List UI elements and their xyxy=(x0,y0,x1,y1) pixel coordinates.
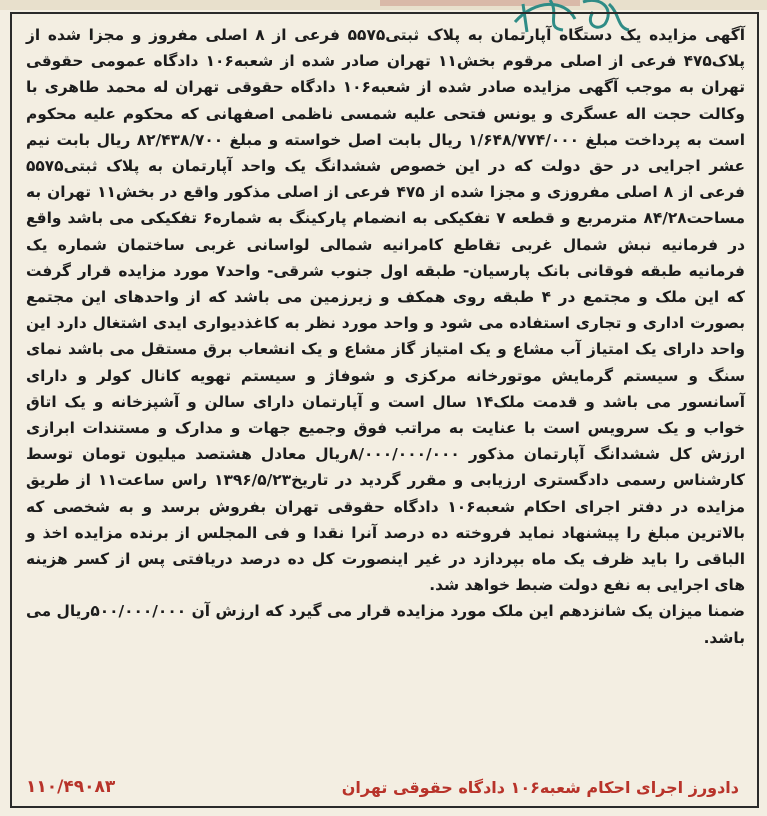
top-clipped-strip xyxy=(0,0,767,10)
notice-code: ۱۱۰/۴۹۰۸۳ xyxy=(26,777,116,797)
notice-footer xyxy=(26,774,739,800)
issuer-signature: دادورز اجرای احکام شعبه۱۰۶ دادگاه حقوقی تهران xyxy=(341,777,739,797)
clipped-header-band xyxy=(380,0,580,6)
notice-body: آگهی مزایده یک دستگاه آپارتمان به پلاک ثبتی۵۵۷۵ فرعی از ۸ اصلی مفروز و مجزا شده از پلاک۴۷۵ فرعی از اصلی مرقوم بخش۱۱ تهران صادر شده از شعبه۱۰۶ دادگاه عمومی حقوقی تهران به موجب آگهی مزایده صادر شده از شعبه۱۰۶ دادگاه حقوقی تهران له محمد طاهری با وکالت حجت اله عسگری و یونس فتحی علیه شمسی ناظمی اصفهانی که محکوم علیه محکوم است به پرداخت مبلغ ۱/۶۴۸/۷۷۴/۰۰۰ ریال بابت اصل خواسته و مبلغ ۸۲/۴۳۸/۷۰۰ ریال بابت نیم عشر اجرایی در حق دولت که در این خصوص ششدانگ یک واحد آپارتمان به پلاک ثبتی۵۵۷۵ فرعی از ۸ اصلی مفروزی و مجزا شده از ۴۷۵ فرعی از اصلی مذکور واقع در بخش۱۱ تهران به مساحت۸۴/۲۸ مترمربع و قطعه ۷ تفکیکی به انضمام پارکینگ به شماره۶ تفکیکی می باشد واقع در فرمانیه نبش شمال غربی تقاطع کامرانیه شمالی لواسانی غربی ساختمان شماره یک فرمانیه طبقه فوقانی بانک پارسیان- طبقه اول جنوب شرقی- واحد۷ مورد مزایده قرار گرفت که این ملک و مجتمع در ۴ طبقه روی همکف و زیرزمین می باشد که از واحدهای این مجتمع بصورت اداری و تجاری استفاده می شود و واحد مورد نظر به کاغذدیواری ایدی اشتغال دارد این واحد دارای یک امتیاز آب مشاع و یک امتیاز گاز مشاع و یک انشعاب برق مستقل می باشد نمای سنگ و سیستم گرمایش موتورخانه مرکزی و شوفاژ و سیستم تهویه کانال کولر و دارای آسانسور می باشد و قدمت ملک۱۴ سال است و آپارتمان دارای سالن و آشپزخانه و یک اتاق خواب و یک سرویس است با عنایت به مراتب فوق وجمیع جهات و مدارک و مستندات ابرازی ارزش کل ششدانگ آپارتمان مذکور ۸/۰۰۰/۰۰۰/۰۰۰ریال معادل هشتصد میلیون تومان توسط کارشناس رسمی دادگستری ارزیابی و مقرر گردید در تاریخ۱۳۹۶/۵/۲۳ راس ساعت۱۱ از طریق مزایده در دفتر اجرای احکام شعبه۱۰۶ دادگاه حقوقی تهران بفروش برسد و به شخصی که بالاترین مبلغ را پیشنهاد نماید فروخته ده درصد آنرا نقدا و فی المجلس از برنده مزایده اخذ و الباقی را باید ظرف یک ماه بپردازد در غیر اینصورت کل ده درصد دریافتی پس از کسر هزینه های اجرایی به نفع دولت ضبط خواهد شد. xyxy=(26,26,746,595)
auction-notice xyxy=(26,22,745,651)
notice-addendum: ضمنا میزان یک شانزدهم این ملک مورد مزایده قرار می گیرد که ارزش آن ۵۰۰/۰۰۰/۰۰۰ریال می باشد. xyxy=(26,602,745,647)
